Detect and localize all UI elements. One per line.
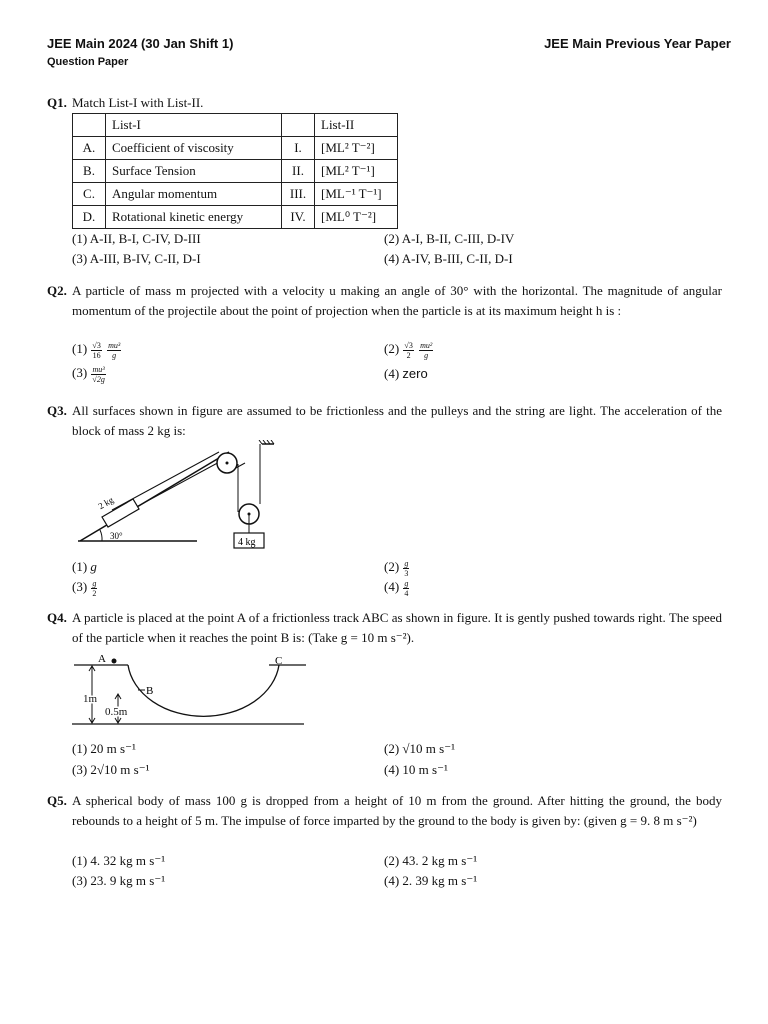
q1-option-3[interactable]: (3) A-III, B-IV, C-II, D-I — [72, 251, 201, 266]
question-3 — [47, 401, 722, 441]
q2-option-2[interactable]: (2) $\frac{√3}{2}$ $\frac{\text{mu²}}{g}$ — [384, 340, 433, 360]
question-1 — [47, 93, 722, 113]
table-row: A. Coefficient of viscosity I. [ML² T⁻²] — [73, 137, 398, 160]
q4-option-2[interactable]: (2) √10 m s⁻¹ — [384, 741, 455, 756]
q2-option-3[interactable]: (3) $\frac{\text{mu³}}{√2g}$ — [72, 364, 105, 384]
header-right: JEE Main Previous Year Paper — [544, 36, 731, 51]
fraction: $\frac{g}{4}$ — [404, 578, 409, 598]
question-stem: A particle is placed at the point A of a frictionless track ABC as shown in figure. It is gently pushed towards right. The speed of the particle when it reaches the point B is: (Take g = 10 m s⁻²). — [72, 610, 722, 645]
q1-option-2[interactable]: (2) A-I, B-II, C-III, D-IV — [384, 231, 515, 246]
question-number: Q2. — [47, 283, 67, 298]
fraction: $\frac{\text{mu²}}{g}$ — [420, 340, 433, 360]
block-4kg-label: 4 kg — [238, 537, 256, 548]
height-05m-label: 0.5m — [105, 706, 128, 718]
q5-option-4[interactable]: (4) 2. 39 kg m s⁻¹ — [384, 873, 478, 888]
angle-label: 30° — [110, 531, 123, 541]
match-table — [72, 113, 398, 229]
pulley-incline-figure — [72, 440, 282, 552]
table-row: D. Rotational kinetic energy IV. [ML⁰ T⁻²] — [73, 206, 398, 229]
question-number: Q1. — [47, 95, 67, 110]
track-abc-figure — [72, 648, 308, 730]
table-row: C. Angular momentum III. [ML⁻¹ T⁻¹] — [73, 183, 398, 206]
question-number: Q5. — [47, 793, 67, 808]
list-i-header: List-I — [106, 114, 282, 137]
question-number: Q3. — [47, 403, 67, 418]
q3-option-1[interactable]: (1) g — [72, 559, 97, 574]
question-4 — [47, 608, 722, 648]
q4-option-1[interactable]: (1) 20 m s⁻¹ — [72, 741, 136, 756]
q1-option-4[interactable]: (4) A-IV, B-III, C-II, D-I — [384, 251, 513, 266]
q3-option-3[interactable]: (3) $\frac{g}{2}$ — [72, 578, 97, 598]
paper-subtitle: Question Paper — [47, 56, 129, 68]
q1-option-1[interactable]: (1) A-II, B-I, C-IV, D-III — [72, 231, 201, 246]
question-stem: A spherical body of mass 100 g is dropped from a height of 10 m from the ground. After hitting the ground, the body rebounds to a height of 5 m. The impulse of force imparted by the ground to the body is given by: (given g = 9. 8 m s⁻²) — [72, 793, 722, 828]
fraction: $\frac{√3}{2}$ — [404, 340, 413, 360]
point-a-label: A — [98, 653, 106, 665]
header-left — [47, 36, 233, 68]
q3-option-2[interactable]: (2) $\frac{g}{3}$ — [384, 558, 409, 578]
fraction: $\frac{\text{mu³}}{√2g}$ — [92, 364, 105, 384]
fraction: $\frac{√3}{16}$ — [92, 340, 101, 360]
question-stem: A particle of mass m projected with a velocity u making an angle of 30° with the horizontal. The magnitude of angular momentum of the projectile about the point of projection when the particle is at its maximum height h is : — [72, 283, 722, 318]
paper-title: JEE Main 2024 (30 Jan Shift 1) — [47, 36, 234, 51]
question-stem: All surfaces shown in figure are assumed to be frictionless and the pulleys and the string are light. The acceleration of the block of mass 2 kg is: — [72, 403, 722, 438]
question-5 — [47, 791, 722, 831]
q3-option-4[interactable]: (4) $\frac{g}{4}$ — [384, 578, 409, 598]
fraction: $\frac{g}{3}$ — [404, 558, 409, 578]
height-1m-label: 1m — [83, 693, 98, 705]
q5-option-1[interactable]: (1) 4. 32 kg m s⁻¹ — [72, 853, 166, 868]
q2-option-4[interactable]: (4) zero — [384, 366, 428, 381]
q4-option-4[interactable]: (4) 10 m s⁻¹ — [384, 762, 448, 777]
question-stem: Match List-I with List-II. — [72, 95, 204, 110]
q4-option-3[interactable]: (3) 2√10 m s⁻¹ — [72, 762, 150, 777]
table-row: B. Surface Tension II. [ML² T⁻¹] — [73, 160, 398, 183]
question-number: Q4. — [47, 610, 67, 625]
q2-option-1[interactable]: (1) $\frac{√3}{16}$ $\frac{\text{mu³}}{g}$ — [72, 340, 121, 360]
q5-option-2[interactable]: (2) 43. 2 kg m s⁻¹ — [384, 853, 478, 868]
table-header-row — [73, 114, 398, 137]
fraction: $\frac{g}{2}$ — [92, 578, 97, 598]
point-c-label: C — [275, 655, 283, 667]
q5-option-3[interactable]: (3) 23. 9 kg m s⁻¹ — [72, 873, 166, 888]
block-2kg-label: 2 kg — [96, 494, 116, 512]
list-ii-header: List-II — [315, 114, 398, 137]
question-2 — [47, 281, 722, 321]
fraction: $\frac{\text{mu³}}{g}$ — [108, 340, 121, 360]
point-b-label: B — [146, 685, 154, 697]
